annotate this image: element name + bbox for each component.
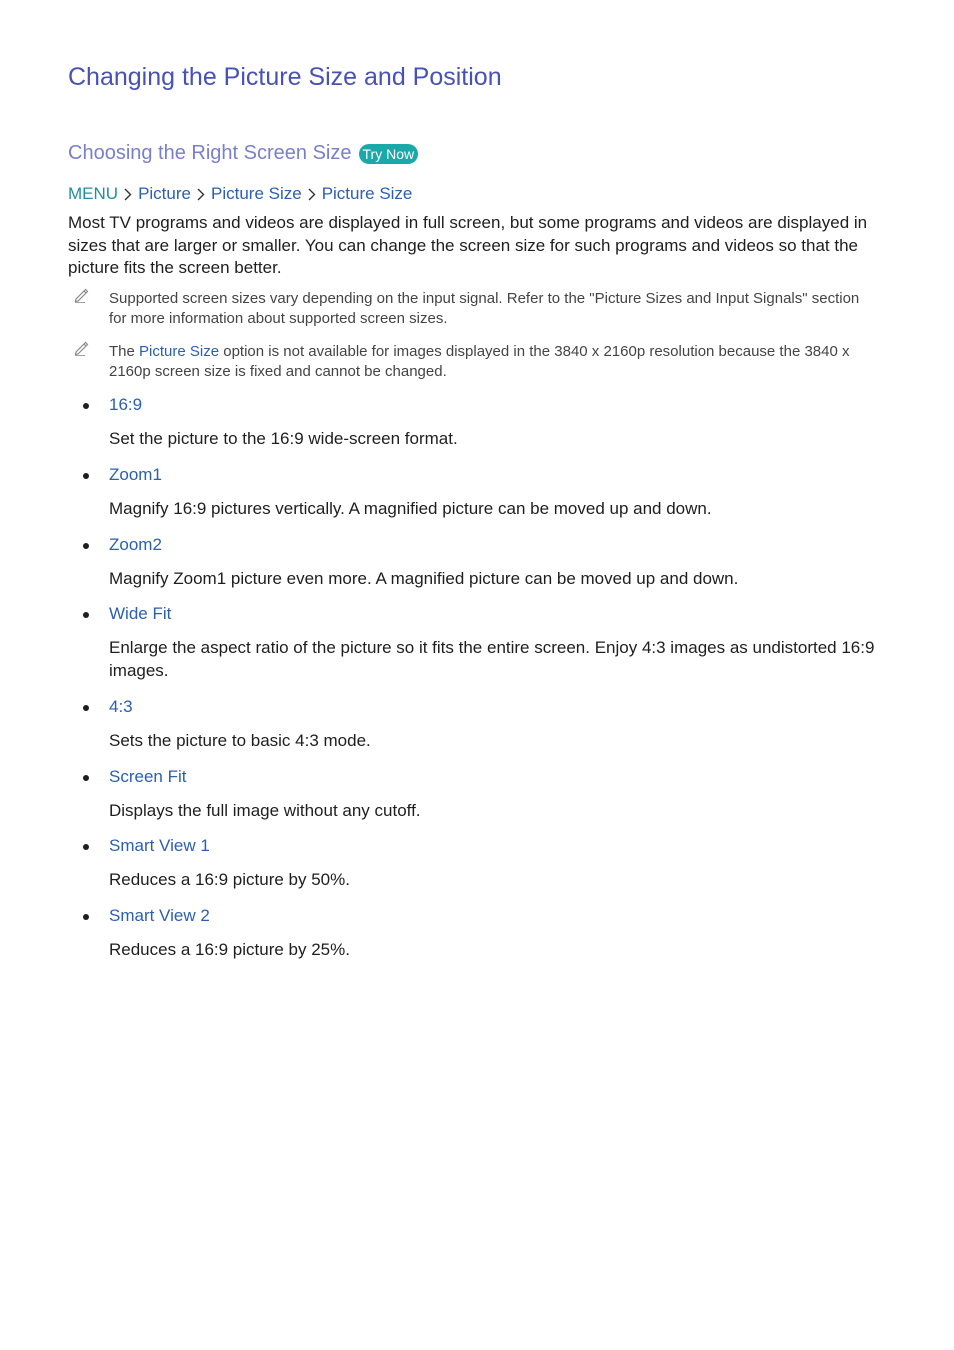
breadcrumb-picture-size-option[interactable]: Picture Size xyxy=(321,184,413,203)
chevron-right-icon xyxy=(302,188,322,201)
option-description: Reduces a 16:9 picture by 25%. xyxy=(109,940,350,959)
option-title: Smart View 1 xyxy=(109,836,210,855)
breadcrumb xyxy=(68,184,412,204)
bullet-dot xyxy=(83,775,89,781)
bullet-dot xyxy=(83,543,89,549)
option-title: 4:3 xyxy=(109,697,133,716)
option-description: Enlarge the aspect ratio of the picture so it fits the entire screen. Enjoy 4:3 images as undistorted 16:9 images. xyxy=(109,638,875,680)
option-title: Wide Fit xyxy=(109,604,172,623)
option-description: Set the picture to the 16:9 wide-screen format. xyxy=(109,429,458,448)
page-title: Changing the Picture Size and Position xyxy=(68,63,502,91)
section-title-text: Choosing the Right Screen Size xyxy=(68,142,352,164)
bullet-dot xyxy=(83,844,89,850)
chevron-right-icon xyxy=(118,188,138,201)
breadcrumb-picture-size[interactable]: Picture Size xyxy=(210,184,302,203)
option-title: Smart View 2 xyxy=(109,906,210,925)
pencil-icon xyxy=(73,338,91,356)
bullet-dot xyxy=(83,705,89,711)
note-text: Supported screen sizes vary depending on the input signal. Refer to the "Picture Sizes and Input Signals" section for more information about supported screen sizes. xyxy=(109,290,860,327)
option-description: Magnify Zoom1 picture even more. A magnified picture can be moved up and down. xyxy=(109,569,739,588)
option-description: Sets the picture to basic 4:3 mode. xyxy=(109,731,371,750)
option-description: Displays the full image without any cutoff. xyxy=(109,801,421,820)
option-title: Screen Fit xyxy=(109,767,187,786)
note-text-post: option is not available for images displayed in the 3840 x 2160p resolution because the 3840 x 2160p screen size is fixed and cannot be changed. xyxy=(109,343,850,380)
option-title: 16:9 xyxy=(109,395,143,414)
option-title: Zoom1 xyxy=(109,465,162,484)
section-title xyxy=(68,142,418,165)
pencil-icon xyxy=(73,285,91,303)
option-description: Reduces a 16:9 picture by 50%. xyxy=(109,870,350,889)
bullet-dot xyxy=(83,612,89,618)
bullet-dot xyxy=(83,914,89,920)
intro-paragraph: Most TV programs and videos are displayed in full screen, but some programs and videos are displayed in sizes that are larger or smaller. You can change the screen size for such programs and videos so that the picture fits the screen better. xyxy=(68,213,868,278)
breadcrumb-menu[interactable]: MENU xyxy=(68,184,119,203)
try-now-button[interactable]: Try Now xyxy=(359,144,419,164)
option-description: Magnify 16:9 pictures vertically. A magnified picture can be moved up and down. xyxy=(109,499,712,518)
breadcrumb-picture[interactable]: Picture xyxy=(138,184,191,203)
note-highlight-picture-size: Picture Size xyxy=(139,343,220,360)
option-title: Zoom2 xyxy=(109,535,162,554)
note-text-pre: The xyxy=(109,343,140,360)
note-text xyxy=(109,342,869,382)
bullet-dot xyxy=(83,403,89,409)
bullet-dot xyxy=(83,473,89,479)
chevron-right-icon xyxy=(191,188,211,201)
